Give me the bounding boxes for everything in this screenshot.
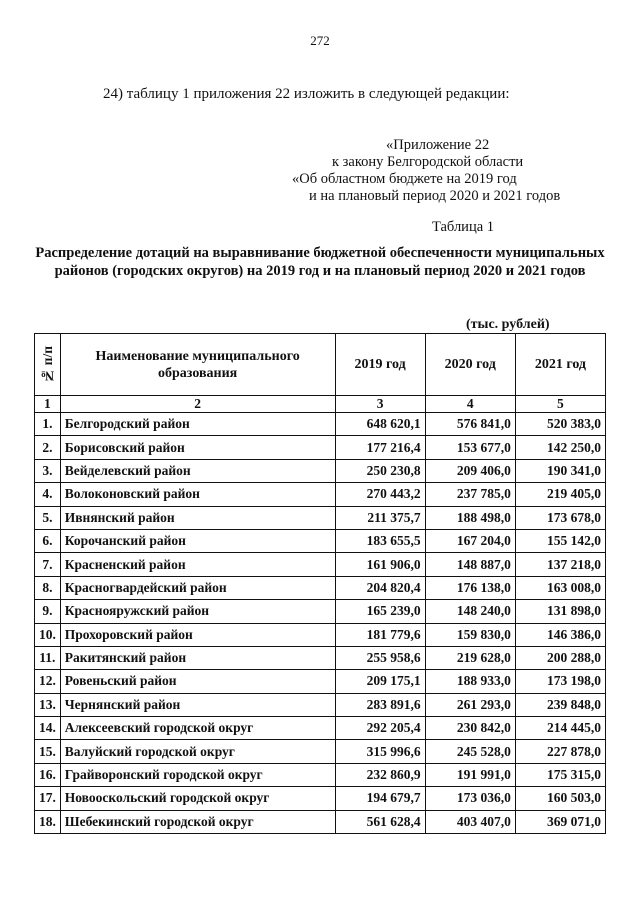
row-number: 2. [35,436,61,459]
municipality-name: Корочанский район [60,529,335,552]
table-row [35,436,606,459]
value-2021: 131 898,0 [515,600,605,623]
municipality-name: Ракитянский район [60,646,335,669]
table-row [35,670,606,693]
row-number: 12. [35,670,61,693]
header-name: Наименование муниципального образования [60,334,335,396]
row-number: 18. [35,810,61,833]
value-2019: 250 230,8 [335,459,425,482]
table-row [35,763,606,786]
municipality-name: Алексеевский городской округ [60,717,335,740]
header-2020: 2020 год [425,334,515,396]
municipality-name: Ровеньский район [60,670,335,693]
value-2021: 173 198,0 [515,670,605,693]
value-2020: 191 991,0 [425,763,515,786]
row-number: 13. [35,693,61,716]
row-number: 7. [35,553,61,576]
table-row [35,483,606,506]
value-2019: 561 628,4 [335,810,425,833]
table-row [35,787,606,810]
municipality-name: Борисовский район [60,436,335,459]
unit-label: (тыс. рублей) [466,317,550,332]
index-cell: 5 [515,396,605,413]
value-2021: 219 405,0 [515,483,605,506]
value-2020: 230 842,0 [425,717,515,740]
table-index-row [35,396,606,413]
value-2020: 245 528,0 [425,740,515,763]
table-row [35,810,606,833]
appendix-line-4: и на плановый период 2020 и 2021 годов [309,188,561,204]
appendix-line-3: «Об областном бюджете на 2019 год [292,171,517,187]
municipality-name: Новооскольский городской округ [60,787,335,810]
value-2021: 520 383,0 [515,413,605,436]
value-2021: 173 678,0 [515,506,605,529]
table-row [35,413,606,436]
row-number: 1. [35,413,61,436]
table-row [35,740,606,763]
value-2021: 227 878,0 [515,740,605,763]
table-row [35,576,606,599]
subsidy-table [34,333,606,834]
value-2019: 270 443,2 [335,483,425,506]
row-number: 16. [35,763,61,786]
table-row [35,600,606,623]
value-2019: 315 996,6 [335,740,425,763]
municipality-name: Красногвардейский район [60,576,335,599]
appendix-line-2: к закону Белгородской области [332,154,524,170]
value-2020: 148 240,0 [425,600,515,623]
value-2020: 167 204,0 [425,529,515,552]
row-number: 4. [35,483,61,506]
value-2021: 200 288,0 [515,646,605,669]
value-2019: 283 891,6 [335,693,425,716]
value-2019: 183 655,5 [335,529,425,552]
value-2020: 188 498,0 [425,506,515,529]
header-number: № п/п [35,334,61,396]
municipality-name: Чернянский район [60,693,335,716]
municipality-name: Белгородский район [60,413,335,436]
row-number: 5. [35,506,61,529]
header-2019: 2019 год [335,334,425,396]
value-2021: 142 250,0 [515,436,605,459]
value-2020: 237 785,0 [425,483,515,506]
value-2020: 176 138,0 [425,576,515,599]
municipality-name: Валуйский городской округ [60,740,335,763]
value-2019: 165 239,0 [335,600,425,623]
index-cell: 4 [425,396,515,413]
value-2019: 177 216,4 [335,436,425,459]
table-title: Распределение дотаций на выравнивание бюджетной обеспеченности муниципальных районов (городских округов) на 2019 год и на плановый период 2020 и 2021 годов [35,245,605,279]
value-2019: 209 175,1 [335,670,425,693]
value-2020: 153 677,0 [425,436,515,459]
value-2020: 219 628,0 [425,646,515,669]
instruction-text: 24) таблицу 1 приложения 22 изложить в следующей редакции: [103,86,510,102]
municipality-name: Ивнянский район [60,506,335,529]
value-2021: 369 071,0 [515,810,605,833]
page-number: 272 [310,33,330,48]
municipality-name: Краснояружский район [60,600,335,623]
row-number: 3. [35,459,61,482]
row-number: 6. [35,529,61,552]
table-row [35,506,606,529]
value-2020: 261 293,0 [425,693,515,716]
table-row [35,693,606,716]
value-2019: 161 906,0 [335,553,425,576]
value-2020: 159 830,0 [425,623,515,646]
municipality-name: Прохоровский район [60,623,335,646]
value-2021: 146 386,0 [515,623,605,646]
value-2021: 160 503,0 [515,787,605,810]
value-2020: 209 406,0 [425,459,515,482]
value-2019: 204 820,4 [335,576,425,599]
table-row [35,553,606,576]
value-2020: 148 887,0 [425,553,515,576]
value-2021: 214 445,0 [515,717,605,740]
row-number: 10. [35,623,61,646]
municipality-name: Вейделевский район [60,459,335,482]
row-number: 11. [35,646,61,669]
row-number: 14. [35,717,61,740]
row-number: 9. [35,600,61,623]
row-number: 15. [35,740,61,763]
table-row [35,529,606,552]
table-row [35,646,606,669]
value-2019: 194 679,7 [335,787,425,810]
index-cell: 3 [335,396,425,413]
value-2020: 173 036,0 [425,787,515,810]
value-2020: 188 933,0 [425,670,515,693]
table-row [35,717,606,740]
value-2019: 648 620,1 [335,413,425,436]
header-2021: 2021 год [515,334,605,396]
value-2021: 175 315,0 [515,763,605,786]
table-label: Таблица 1 [432,219,495,235]
value-2019: 232 860,9 [335,763,425,786]
index-cell: 1 [35,396,61,413]
value-2021: 155 142,0 [515,529,605,552]
value-2021: 137 218,0 [515,553,605,576]
table-row [35,623,606,646]
index-cell: 2 [60,396,335,413]
table-header-row [35,334,606,396]
value-2020: 403 407,0 [425,810,515,833]
row-number: 17. [35,787,61,810]
value-2019: 292 205,4 [335,717,425,740]
row-number: 8. [35,576,61,599]
value-2021: 163 008,0 [515,576,605,599]
value-2021: 190 341,0 [515,459,605,482]
value-2020: 576 841,0 [425,413,515,436]
value-2019: 211 375,7 [335,506,425,529]
value-2019: 255 958,6 [335,646,425,669]
municipality-name: Волоконовский район [60,483,335,506]
appendix-line-1: «Приложение 22 [386,137,490,153]
municipality-name: Шебекинский городской округ [60,810,335,833]
table-row [35,459,606,482]
value-2019: 181 779,6 [335,623,425,646]
value-2021: 239 848,0 [515,693,605,716]
municipality-name: Грайворонский городской округ [60,763,335,786]
municipality-name: Красненский район [60,553,335,576]
